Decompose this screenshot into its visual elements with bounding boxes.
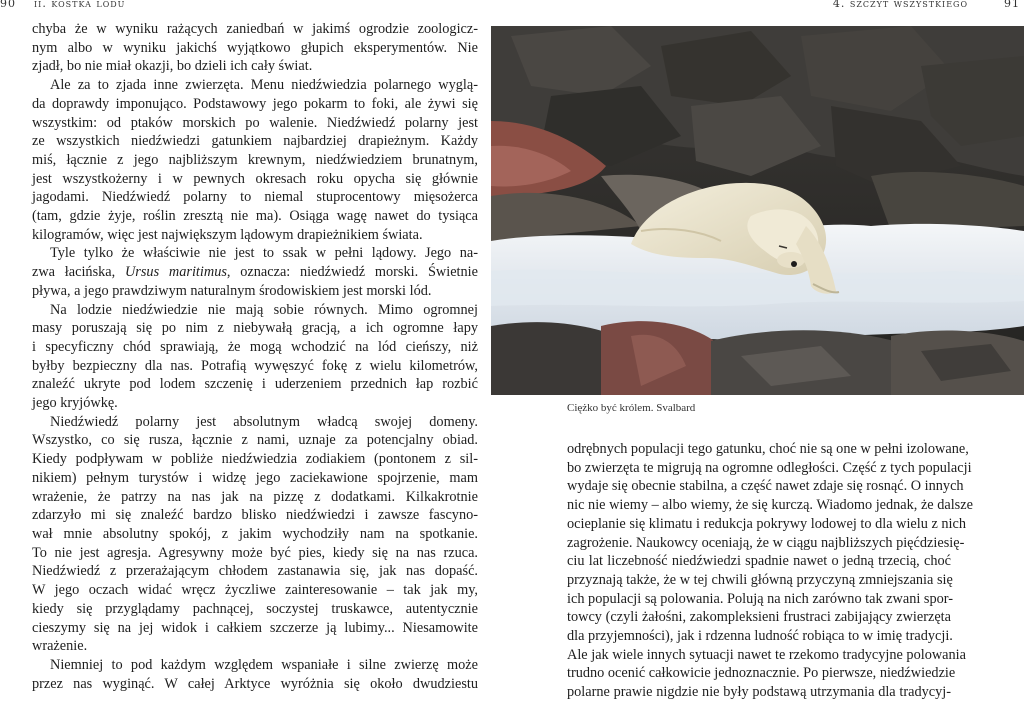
- text-line: ze wszystkich niedźwiedzi gatunkiem najbardziej drapieżnym. Każdy: [32, 133, 478, 150]
- text-line: W jego oczach widać wręcz życzliwe zainteresowanie – tak jak my,: [32, 582, 478, 599]
- text-line: zagrożenie. Naukowcy oceniają, że w ciągu najbliższych pięćdziesię-: [567, 534, 965, 551]
- text-line: znaleźć ukryte pod lodem szczenię i uderzeniem przednich łap rozbić: [32, 376, 478, 393]
- text-line: trudno ocenić całkowicie jednoznacznie. Po pierwsze, niedźwiedzie: [567, 665, 956, 682]
- text-line: ich populacji są polowania. Polują na nich zarówno tak zwani spor-: [567, 590, 954, 607]
- text-line: przyznają także, że w tej chwili główną przyczyną zmniejszania się: [567, 571, 953, 588]
- text-line: To nie jest agresja. Agresywny może być pies, kiedy się na nas rzuca.: [32, 544, 478, 561]
- text-line: da doprawdy imponująco. Podstawowy jego pokarm to foki, ale żywi się: [32, 95, 478, 112]
- text-line: chyba że w wyniku rażących zaniedbań w jakimś ogrodzie zoologicz-: [32, 21, 478, 37]
- text-line: (tam, gdzie żyje, roślin zresztą nie ma). Osiąga wagę nawet do tysiąca: [32, 208, 478, 225]
- text-line: pływa, a jego prawdziwym naturalnym środowiskiem jest morski lód.: [32, 282, 432, 299]
- text-line: Na lodzie niedźwiedzie nie mają sobie równych. Mimo ogromnej: [50, 301, 478, 318]
- text-line: nikiem) pełnym turystów i widzę jego zaciekawione spojrzenie, mam: [32, 469, 478, 486]
- text-line: Kiedy podpływam w pobliże niedźwiedzia zodiakiem (pontonem z sil-: [32, 451, 478, 468]
- text-line: odrębnych populacji tego gatunku, choć nie są one w pełni izolowane,: [567, 441, 969, 457]
- text-line: Ale jak wiele innych sytuacji nawet te rzekomo tradycyjne polowania: [567, 646, 966, 663]
- text-line: Niedźwiedź z przerażającym chłodem zastanawia się, jak nas dopaść.: [32, 563, 478, 580]
- text-line: Wszystko, co się rusza, łącznie z nami, uznaje za potencjalny obiad.: [32, 432, 478, 449]
- text-line: jest wszystkożerny i w pewnych okresach roku opycha się głównie: [32, 170, 478, 187]
- left-running-head: [34, 0, 125, 10]
- text-line: zdarzyło mi się znaleźć bardzo blisko niedźwiedzi i zawsze fascyno-: [32, 507, 478, 524]
- text-fragment: , oznacza: niedźwiedź morski. Świetnie: [226, 264, 478, 281]
- text-line: masy poruszają się po nim z niebywałą gracją, a ich ogromne łapy: [32, 320, 478, 337]
- right-running-head: [833, 0, 968, 10]
- left-body-text: [32, 20, 478, 693]
- text-line: wał mnie absolutny spokój, z jakim wychodziły nam na spotkanie.: [32, 525, 478, 542]
- text-line: przez nas wyginąć. W całej Arktyce wyróżnia się około dwudziestu: [32, 675, 478, 692]
- text-line: kiedy się przyglądamy pachnącej, soczystej truskawce, autentycznie: [32, 600, 478, 617]
- polar-bear-photo: [491, 26, 1024, 395]
- photo-caption: Ciężko być królem. Svalbard: [567, 402, 696, 414]
- text-line: wszystkim: od ptaków morskich po walenie. Niedźwiedź polarny jest: [32, 114, 478, 131]
- text-line: dla przyjemności), jak i rdzenna ludność robiąca to w imię tradycji.: [567, 628, 953, 645]
- text-line: nym albo w wyniku jakichś wyjątkowo głupich eksperymentów. Nie: [32, 39, 478, 56]
- text-line: zjadł, bo nie miał okazji, bo dzieli ich cały świat.: [32, 58, 313, 75]
- text-line: jagodami. Niedźwiedź polarny to niemal stuprocentowy mięsożerca: [32, 189, 478, 206]
- text-line: wydaje się obecnie stabilna, a część nawet zdaje się rosnąć. O innych: [567, 478, 964, 495]
- text-line: [32, 263, 478, 282]
- right-page-number: 91: [1004, 0, 1020, 10]
- text-line: Niemniej to pod każdym względem wspaniałe i silne zwierzę może: [50, 656, 478, 673]
- photo-illustration: [491, 26, 1024, 395]
- text-fragment: zwa łacińska,: [32, 264, 125, 281]
- text-line: Niedźwiedź polarny jest absolutnym władcą swojej domeny.: [50, 413, 478, 430]
- left-page-number: 90: [0, 0, 16, 10]
- text-line: i specyficzny chód sprawiają, że mogą wchodzić na lód cieńszy, niż: [32, 338, 478, 355]
- text-line: wrażenie, że patrzy na nas jak na pizzę z dodatkami. Kilkakrotnie: [32, 488, 478, 505]
- text-line: ciu lat liczebność niedźwiedzi spadnie nawet o jedną trzecią, choć: [567, 553, 951, 570]
- text-line: cieszymy się na jej widok i całkiem szczerze ją lubimy... Niesamowite: [32, 619, 478, 636]
- text-line: ocieplanie się klimatu i redukcja pokrywy lodowej to dla wielu z nich: [567, 515, 967, 532]
- right-body-text: [567, 440, 973, 702]
- text-line: bo zwierzęta te migrują na ogromne odległości. Część z tych populacji: [567, 459, 972, 476]
- text-line: kilogramów, więc jest największym lądowym drapieżnikiem świata.: [32, 226, 423, 243]
- right-running-head-text: 4. szczyt wszystkiego: [832, 0, 968, 10]
- text-line: jego kryjówkę.: [32, 395, 118, 412]
- latin-name: Ursus maritimus: [124, 264, 227, 281]
- text-line: towcy (czyli żałośni, zakompleksieni frustraci zabijający zwierzęta: [567, 609, 951, 626]
- text-line: nic nie wiemy – albo wiemy, że się kurczą. Wiadomo jednak, że dalsze: [567, 497, 973, 514]
- text-line: wrażenie.: [32, 638, 88, 655]
- left-page: [0, 0, 510, 698]
- text-line: Ale za to zjada inne zwierzęta. Menu niedźwiedzia polarnego wyglą-: [50, 77, 478, 94]
- text-line: byłby bezpieczny dla nas. Potrafią wywęszyć fokę z wielu kilometrów,: [32, 357, 478, 374]
- text-line: Tyle tylko że właściwie nie jest to ssak w pełni lądowy. Jego na-: [50, 245, 478, 262]
- text-line: miś, łącznie z jego najbliższym krewnym, niedźwiedziem brunatnym,: [32, 151, 478, 168]
- left-running-head-text: ii. kostka lodu: [34, 0, 126, 10]
- text-line: polarne prawie nigdzie nie były podstawą utrzymania dla tradycyj-: [567, 684, 951, 701]
